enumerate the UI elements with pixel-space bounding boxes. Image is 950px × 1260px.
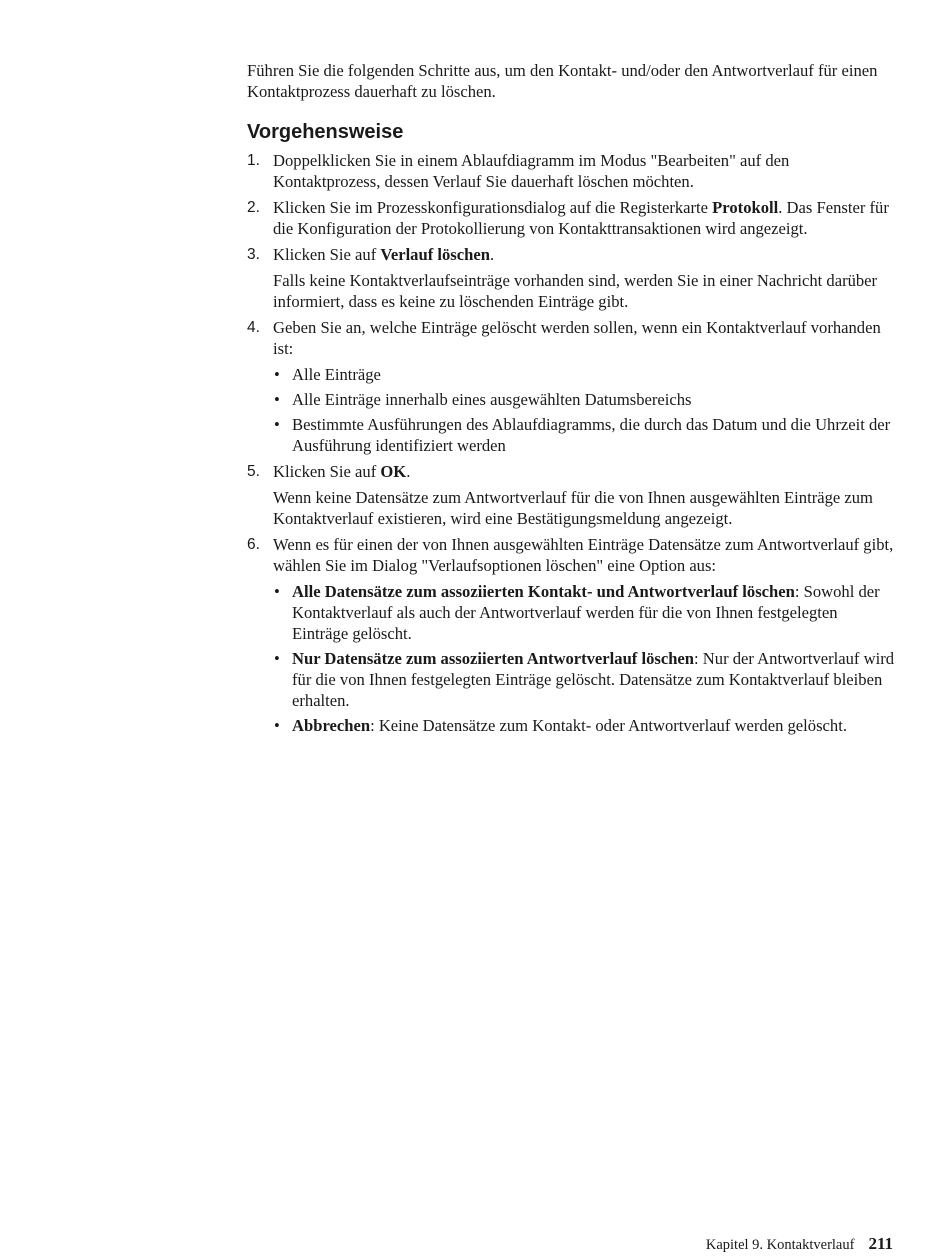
page-number: 211	[868, 1234, 893, 1253]
list-item: • Nur Datensätze zum assoziierten Antwortverlauf löschen: Nur der Antwortverlauf wird für die von Ihnen festgelegten Einträge gelöscht. Datensätze zum Kontaktverlauf bleiben erhalten.	[274, 649, 895, 710]
step-number: 5.	[247, 463, 260, 480]
step-note: Wenn keine Datensätze zum Antwortverlauf für die von Ihnen ausgewählten Einträge zum Kontaktverlauf existieren, wird eine Bestätigungsmeldung angezeigt.	[273, 488, 873, 528]
step-text: Klicken Sie im Prozesskonfigurationsdialog auf die Registerkarte Protokoll. Das Fenster für die Konfiguration der Protokollierung von Kontakttransaktionen wird angezeigt.	[273, 198, 889, 238]
ui-term-verlauf-loeschen: Verlauf löschen	[380, 245, 490, 264]
step-6	[247, 534, 897, 736]
step-number: 2.	[247, 199, 260, 216]
step-text: Klicken Sie auf Verlauf löschen.	[273, 245, 495, 264]
bullet-list	[273, 364, 897, 456]
procedure-steps	[247, 150, 897, 736]
step-number: 6.	[247, 536, 260, 553]
ui-term-protokoll: Protokoll	[712, 198, 779, 217]
list-item: • Alle Einträge innerhalb eines ausgewählten Datumsbereichs	[274, 390, 692, 409]
step-text: Doppelklicken Sie in einem Ablaufdiagramm im Modus "Bearbeiten" auf den Kontaktprozess, dessen Verlauf Sie dauerhaft löschen möchten.	[273, 151, 790, 191]
list-item: • Alle Datensätze zum assoziierten Kontakt- und Antwortverlauf löschen: Sowohl der Kontaktverlauf als auch der Antwortverlauf werden für die von Ihnen festgelegten Einträge gelöscht.	[274, 582, 880, 643]
intro-paragraph: Führen Sie die folgenden Schritte aus, um den Kontakt- und/oder den Antwortverlauf für einen Kontaktprozess dauerhaft zu löschen.	[247, 61, 878, 101]
page-content	[247, 60, 897, 741]
chapter-title: Kapitel 9. Kontaktverlauf	[705, 1237, 855, 1253]
step-number: 3.	[247, 246, 260, 263]
step-4	[247, 317, 897, 456]
step-1	[247, 150, 897, 192]
ui-term-ok: OK	[380, 462, 407, 481]
step-text: Wenn es für einen der von Ihnen ausgewählten Einträge Datensätze zum Antwortverlauf gibt, wählen Sie im Dialog "Verlaufsoptionen löschen" eine Option aus:	[273, 535, 894, 575]
step-note: Falls keine Kontaktverlaufseinträge vorhanden sind, werden Sie in einer Nachricht darüber informiert, dass es keine zu löschenden Einträge gibt.	[273, 271, 878, 311]
step-5	[247, 461, 897, 529]
list-item: • Bestimmte Ausführungen des Ablaufdiagramms, die durch das Datum und die Uhrzeit der Ausführung identifiziert werden	[274, 415, 891, 455]
step-text: Klicken Sie auf OK.	[273, 462, 411, 481]
section-heading: Vorgehensweise	[247, 121, 404, 143]
step-3	[247, 244, 897, 312]
step-number: 1.	[247, 152, 260, 169]
step-number: 4.	[247, 319, 260, 336]
list-item: • Alle Einträge	[274, 365, 381, 384]
step-text: Geben Sie an, welche Einträge gelöscht werden sollen, wenn ein Kontaktverlauf vorhanden ist:	[273, 318, 881, 358]
step-2	[247, 197, 897, 239]
option-list	[273, 581, 897, 736]
list-item: • Abbrechen: Keine Datensätze zum Kontakt- oder Antwortverlauf werden gelöscht.	[274, 716, 847, 735]
page-footer	[706, 1233, 893, 1256]
